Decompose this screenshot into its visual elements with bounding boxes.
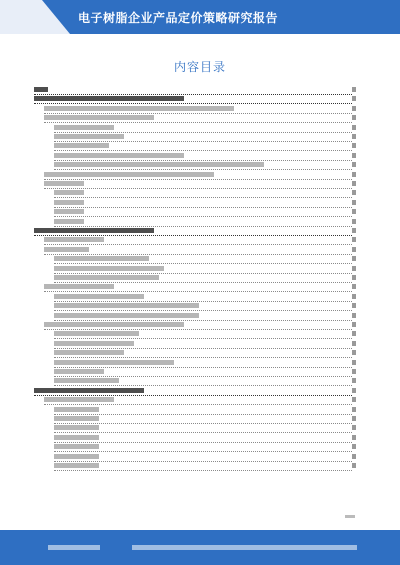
toc-entry <box>44 238 352 245</box>
toc-entry <box>34 88 352 95</box>
toc-entry <box>44 116 352 123</box>
footer-banner <box>0 530 400 565</box>
toc-entry <box>54 210 352 217</box>
toc-entry <box>54 445 352 452</box>
toc-entry <box>44 107 352 114</box>
toc-entry <box>44 173 352 180</box>
toc-entry <box>54 201 352 208</box>
toc-entry <box>54 351 352 358</box>
toc-entry <box>34 229 352 236</box>
footer-slogan <box>48 545 100 550</box>
toc-entry <box>44 248 352 255</box>
toc-entry <box>54 295 352 302</box>
toc-entry <box>54 220 352 227</box>
toc-entry <box>54 304 352 311</box>
toc-entry <box>54 135 352 142</box>
toc-entry <box>54 408 352 415</box>
table-of-contents <box>34 88 352 478</box>
toc-entry <box>54 436 352 443</box>
toc-entry <box>34 389 352 396</box>
report-title: 电子树脂企业产品定价策略研究报告 <box>78 11 279 25</box>
toc-title: 内容目录 <box>173 60 226 74</box>
toc-entry <box>54 191 352 198</box>
toc-entry <box>44 398 352 405</box>
toc-entry <box>44 182 352 189</box>
footer-expert-list <box>132 545 357 550</box>
toc-entry <box>54 426 352 433</box>
toc-entry <box>54 144 352 151</box>
toc-entry <box>54 163 352 170</box>
toc-entry <box>54 464 352 471</box>
toc-entry <box>54 314 352 321</box>
page-number <box>345 515 355 518</box>
toc-entry <box>44 323 352 330</box>
toc-entry <box>54 379 352 386</box>
toc-entry <box>54 455 352 462</box>
toc-entry <box>54 417 352 424</box>
toc-entry <box>54 154 352 161</box>
toc-entry <box>54 342 352 349</box>
toc-entry <box>54 332 352 339</box>
toc-entry <box>54 257 352 264</box>
toc-entry <box>54 276 352 283</box>
toc-entry <box>54 370 352 377</box>
header-decoration <box>0 0 70 34</box>
toc-entry <box>54 361 352 368</box>
header-banner <box>0 0 400 34</box>
toc-entry <box>54 267 352 274</box>
toc-entry <box>34 97 352 104</box>
toc-entry <box>54 126 352 133</box>
toc-entry <box>44 285 352 292</box>
